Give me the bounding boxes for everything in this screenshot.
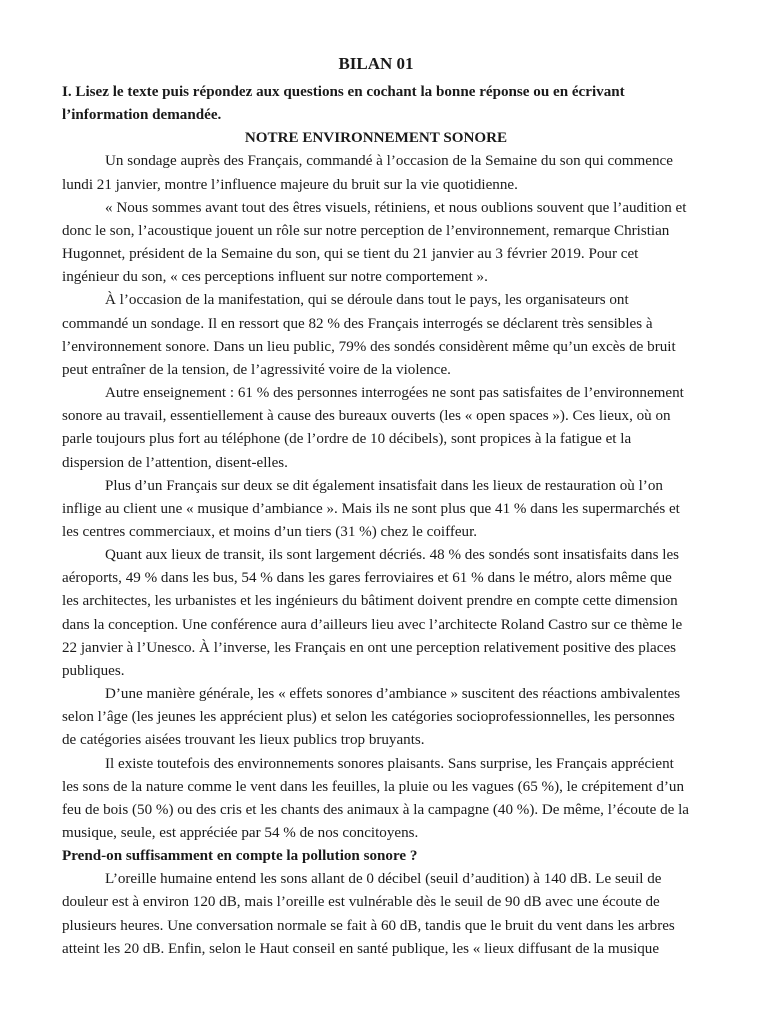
- paragraph-2: « Nous sommes avant tout des êtres visuels, rétiniens, et nous oublions souvent que l’audition et donc le son, l’acoustique jouent un rôle sur notre perception de l’environnement, remarque Christian Hugonnet, président de la Semaine du son, qui se tient du 21 janvier au 3 février 2019. Pour cet ingénieur du son, « ces perceptions influent sur notre comportement ».: [62, 199, 687, 286]
- paragraph-5: Plus d’un Français sur deux se dit également insatisfait dans les lieux de restauration où l’on inflige au client une « musique d’ambiance ». Mais ils ne sont plus que 41 % dans les supermarchés et les centres commerciaux, et moins d’un tiers (31 %) chez le coiffeur.: [62, 477, 680, 540]
- paragraph-4: Autre enseignement : 61 % des personnes interrogées ne sont pas satisfaites de l’environnement sonore au travail, essentiellement à cause des bureaux ouverts (les « open spaces »). Ces lieux, où on parle toujours plus fort au téléphone (de l’ordre de 10 décibels), sont propices à la fatigue et la dispersion de l’attention, disent-elles.: [62, 385, 684, 471]
- paragraph-1: Un sondage auprès des Français, commandé à l’occasion de la Semaine du son qui commence lundi 21 janvier, montre l’influence majeure du bruit sur la vie quotidienne.: [62, 153, 673, 193]
- paragraph-7: D’une manière générale, les « effets sonores d’ambiance » suscitent des réactions ambivalentes selon l’âge (les jeunes les apprécient plus) et selon les catégories socioprofessionnelles, les personnes de catégories aisées trouvant les lieux publics trop bruyants.: [62, 686, 681, 749]
- section-heading: Prend-on suffisamment en compte la pollution sonore ?: [62, 848, 418, 865]
- paragraph-3: À l’occasion de la manifestation, qui se déroule dans tout le pays, les organisateurs ont commandé un sondage. Il en ressort que 82 % des Français interrogés se déclarent très sensibles à l’environnement sonore. Dans un lieu public, 79% des sondés considèrent même qu’un excès de bruit peut entraîner de la tension, de l’agressivité voire de la violence.: [62, 292, 676, 378]
- paragraph-6: Quant aux lieux de transit, ils sont largement décriés. 48 % des sondés sont insatisfaits dans les aéroports, 49 % dans les bus, 54 % dans les gares ferroviaires et 61 % dans le métro, alors même que les architectes, les urbanistes et les ingénieurs du bâtiment doivent prendre en compte cette dimension dans la conception. Une conférence aura d’ailleurs lieu avec l’architecte Roland Castro sur ce thème le 22 janvier à l’Unesco. À l’inverse, les Français en ont une perception relativement positive des places publiques.: [62, 547, 683, 679]
- exercise-instruction: I. Lisez le texte puis répondez aux questions en cochant la bonne réponse ou en écrivant l’information demandée.: [62, 84, 625, 124]
- paragraph-8: Il existe toutefois des environnements sonores plaisants. Sans surprise, les Français apprécient les sons de la nature comme le vent dans les feuilles, la pluie ou les vagues (65 %), le crépitement d’un feu de bois (50 %) ou des cris et les chants des animaux à la campagne (40 %). De même, l’écoute de la musique, seule, est appréciée par 54 % de nos concitoyens.: [62, 755, 689, 841]
- document-title: BILAN 01: [338, 54, 414, 73]
- text-subtitle: NOTRE ENVIRONNEMENT SONORE: [244, 130, 508, 147]
- paragraph-last: L’oreille humaine entend les sons allant de 0 décibel (seuil d’audition) à 140 dB. Le seuil de douleur est à environ 120 dB, mais l’oreille est vulnérable dès le seuil de 90 dB avec une écoute de plusieurs heures. Une conversation normale se fait à 60 dB, tandis que le bruit du vent dans les arbres atteint les 20 dB. Enfin, selon le Haut conseil en santé publique, les « lieux diffusant de la musique: [62, 871, 675, 957]
